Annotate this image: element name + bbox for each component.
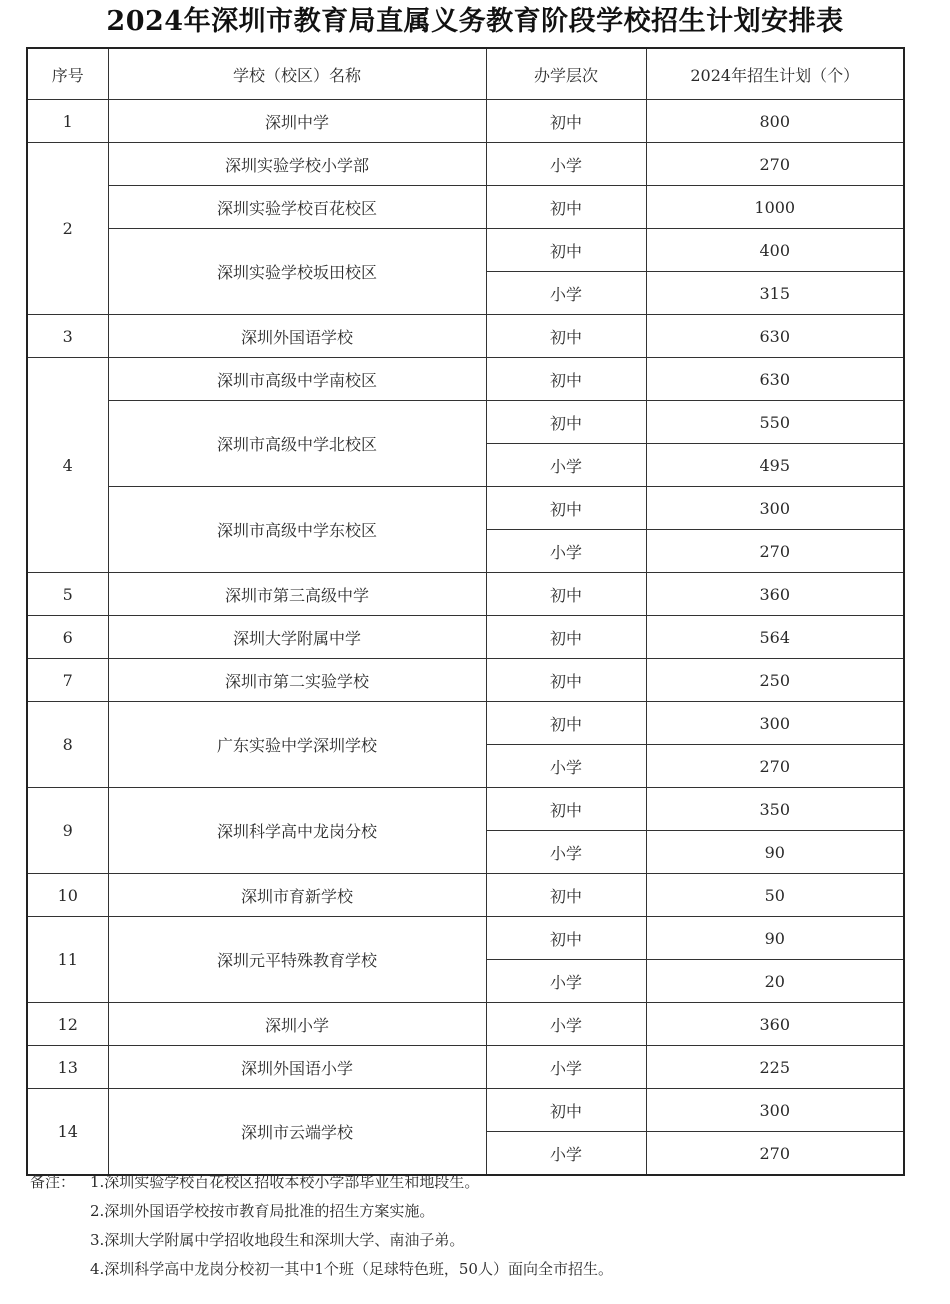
school-level-cell: 初中 [486,573,646,616]
enrollment-plan-cell: 225 [646,1046,904,1089]
enrollment-plan-cell: 270 [646,143,904,186]
school-name-cell: 深圳实验学校小学部 [108,143,486,186]
school-name-cell: 深圳市高级中学南校区 [108,358,486,401]
enrollment-plan-cell: 270 [646,530,904,573]
school-level-cell: 初中 [486,917,646,960]
school-level-cell: 小学 [486,530,646,573]
serial-number-cell: 12 [27,1003,108,1046]
notes-label: 备注： [30,1173,76,1191]
table-row [27,1046,904,1089]
enrollment-plan-cell: 350 [646,788,904,831]
enrollment-plan-cell: 630 [646,358,904,401]
serial-number-cell: 14 [27,1089,108,1176]
enrollment-plan-cell: 300 [646,1089,904,1132]
enrollment-plan-cell: 1000 [646,186,904,229]
table-header-row [27,48,904,100]
school-name-cell: 深圳外国语小学 [108,1046,486,1089]
table-row [27,659,904,702]
enrollment-plan-cell: 630 [646,315,904,358]
table-row [27,100,904,143]
notes-section [30,1168,930,1284]
school-name-cell: 深圳中学 [108,100,486,143]
serial-number-cell: 13 [27,1046,108,1089]
table-row [27,487,904,530]
serial-number-cell: 1 [27,100,108,143]
note-line [30,1226,930,1255]
enrollment-plan-cell: 495 [646,444,904,487]
note-text: 1.深圳实验学校百花校区招收本校小学部毕业生和地段生。 [90,1173,480,1191]
school-name-cell: 深圳市高级中学北校区 [108,401,486,487]
serial-number-cell: 8 [27,702,108,788]
serial-number-cell: 7 [27,659,108,702]
school-level-cell: 初中 [486,874,646,917]
table-row [27,1089,904,1132]
table-row [27,874,904,917]
enrollment-plan-cell: 300 [646,702,904,745]
school-level-cell: 初中 [486,616,646,659]
school-name-cell: 广东实验中学深圳学校 [108,702,486,788]
serial-number-cell: 2 [27,143,108,315]
enrollment-plan-cell: 550 [646,401,904,444]
school-level-cell: 初中 [486,315,646,358]
enrollment-plan-cell: 270 [646,1132,904,1176]
serial-number-cell: 3 [27,315,108,358]
note-line [30,1255,930,1284]
table-row [27,616,904,659]
enrollment-plan-table [26,47,905,1176]
school-level-cell: 小学 [486,1003,646,1046]
school-name-cell: 深圳市高级中学东校区 [108,487,486,573]
enrollment-plan-cell: 360 [646,573,904,616]
enrollment-plan-cell: 360 [646,1003,904,1046]
header-enrollment-plan: 2024年招生计划（个） [646,48,904,100]
school-name-cell: 深圳市第二实验学校 [108,659,486,702]
school-name-cell: 深圳市云端学校 [108,1089,486,1176]
note-text: 3.深圳大学附属中学招收地段生和深圳大学、南油子弟。 [90,1231,465,1249]
enrollment-plan-cell: 90 [646,831,904,874]
school-level-cell: 初中 [486,659,646,702]
school-level-cell: 初中 [486,229,646,272]
school-name-cell: 深圳市育新学校 [108,874,486,917]
school-name-cell: 深圳大学附属中学 [108,616,486,659]
table-row [27,702,904,745]
table-row [27,143,904,186]
school-name-cell: 深圳元平特殊教育学校 [108,917,486,1003]
enrollment-plan-cell: 270 [646,745,904,788]
table-row [27,401,904,444]
enrollment-plan-cell: 50 [646,874,904,917]
school-level-cell: 小学 [486,1132,646,1176]
enrollment-plan-cell: 20 [646,960,904,1003]
school-name-cell: 深圳市第三高级中学 [108,573,486,616]
header-school-level: 办学层次 [486,48,646,100]
table-row [27,917,904,960]
enrollment-plan-cell: 400 [646,229,904,272]
note-text: 2.深圳外国语学校按市教育局批准的招生方案实施。 [90,1202,435,1220]
serial-number-cell: 10 [27,874,108,917]
serial-number-cell: 6 [27,616,108,659]
header-school-name: 学校（校区）名称 [108,48,486,100]
note-text: 4.深圳科学高中龙岗分校初一其中1个班（足球特色班，50人）面向全市招生。 [90,1260,613,1278]
enrollment-plan-cell: 250 [646,659,904,702]
school-level-cell: 初中 [486,358,646,401]
header-serial-number: 序号 [27,48,108,100]
school-level-cell: 小学 [486,745,646,788]
school-level-cell: 小学 [486,1046,646,1089]
page-title: 2024年深圳市教育局直属义务教育阶段学校招生计划安排表 [106,6,844,37]
school-level-cell: 小学 [486,960,646,1003]
table-row [27,186,904,229]
school-level-cell: 初中 [486,401,646,444]
school-name-cell: 深圳科学高中龙岗分校 [108,788,486,874]
enrollment-plan-cell: 564 [646,616,904,659]
school-level-cell: 初中 [486,788,646,831]
school-name-cell: 深圳小学 [108,1003,486,1046]
table-row [27,229,904,272]
table-row [27,1003,904,1046]
school-level-cell: 初中 [486,702,646,745]
serial-number-cell: 4 [27,358,108,573]
school-level-cell: 初中 [486,487,646,530]
school-level-cell: 小学 [486,272,646,315]
school-level-cell: 初中 [486,100,646,143]
school-name-cell: 深圳外国语学校 [108,315,486,358]
school-name-cell: 深圳实验学校坂田校区 [108,229,486,315]
school-level-cell: 初中 [486,1089,646,1132]
note-line [30,1168,930,1197]
school-level-cell: 初中 [486,186,646,229]
enrollment-plan-cell: 800 [646,100,904,143]
serial-number-cell: 5 [27,573,108,616]
school-name-cell: 深圳实验学校百花校区 [108,186,486,229]
enrollment-plan-cell: 90 [646,917,904,960]
table-row [27,358,904,401]
enrollment-plan-cell: 300 [646,487,904,530]
serial-number-cell: 11 [27,917,108,1003]
school-level-cell: 小学 [486,444,646,487]
serial-number-cell: 9 [27,788,108,874]
note-line [30,1197,930,1226]
table-body [27,100,904,1176]
enrollment-plan-cell: 315 [646,272,904,315]
table-row [27,788,904,831]
table-row [27,315,904,358]
school-level-cell: 小学 [486,831,646,874]
school-level-cell: 小学 [486,143,646,186]
table-row [27,573,904,616]
